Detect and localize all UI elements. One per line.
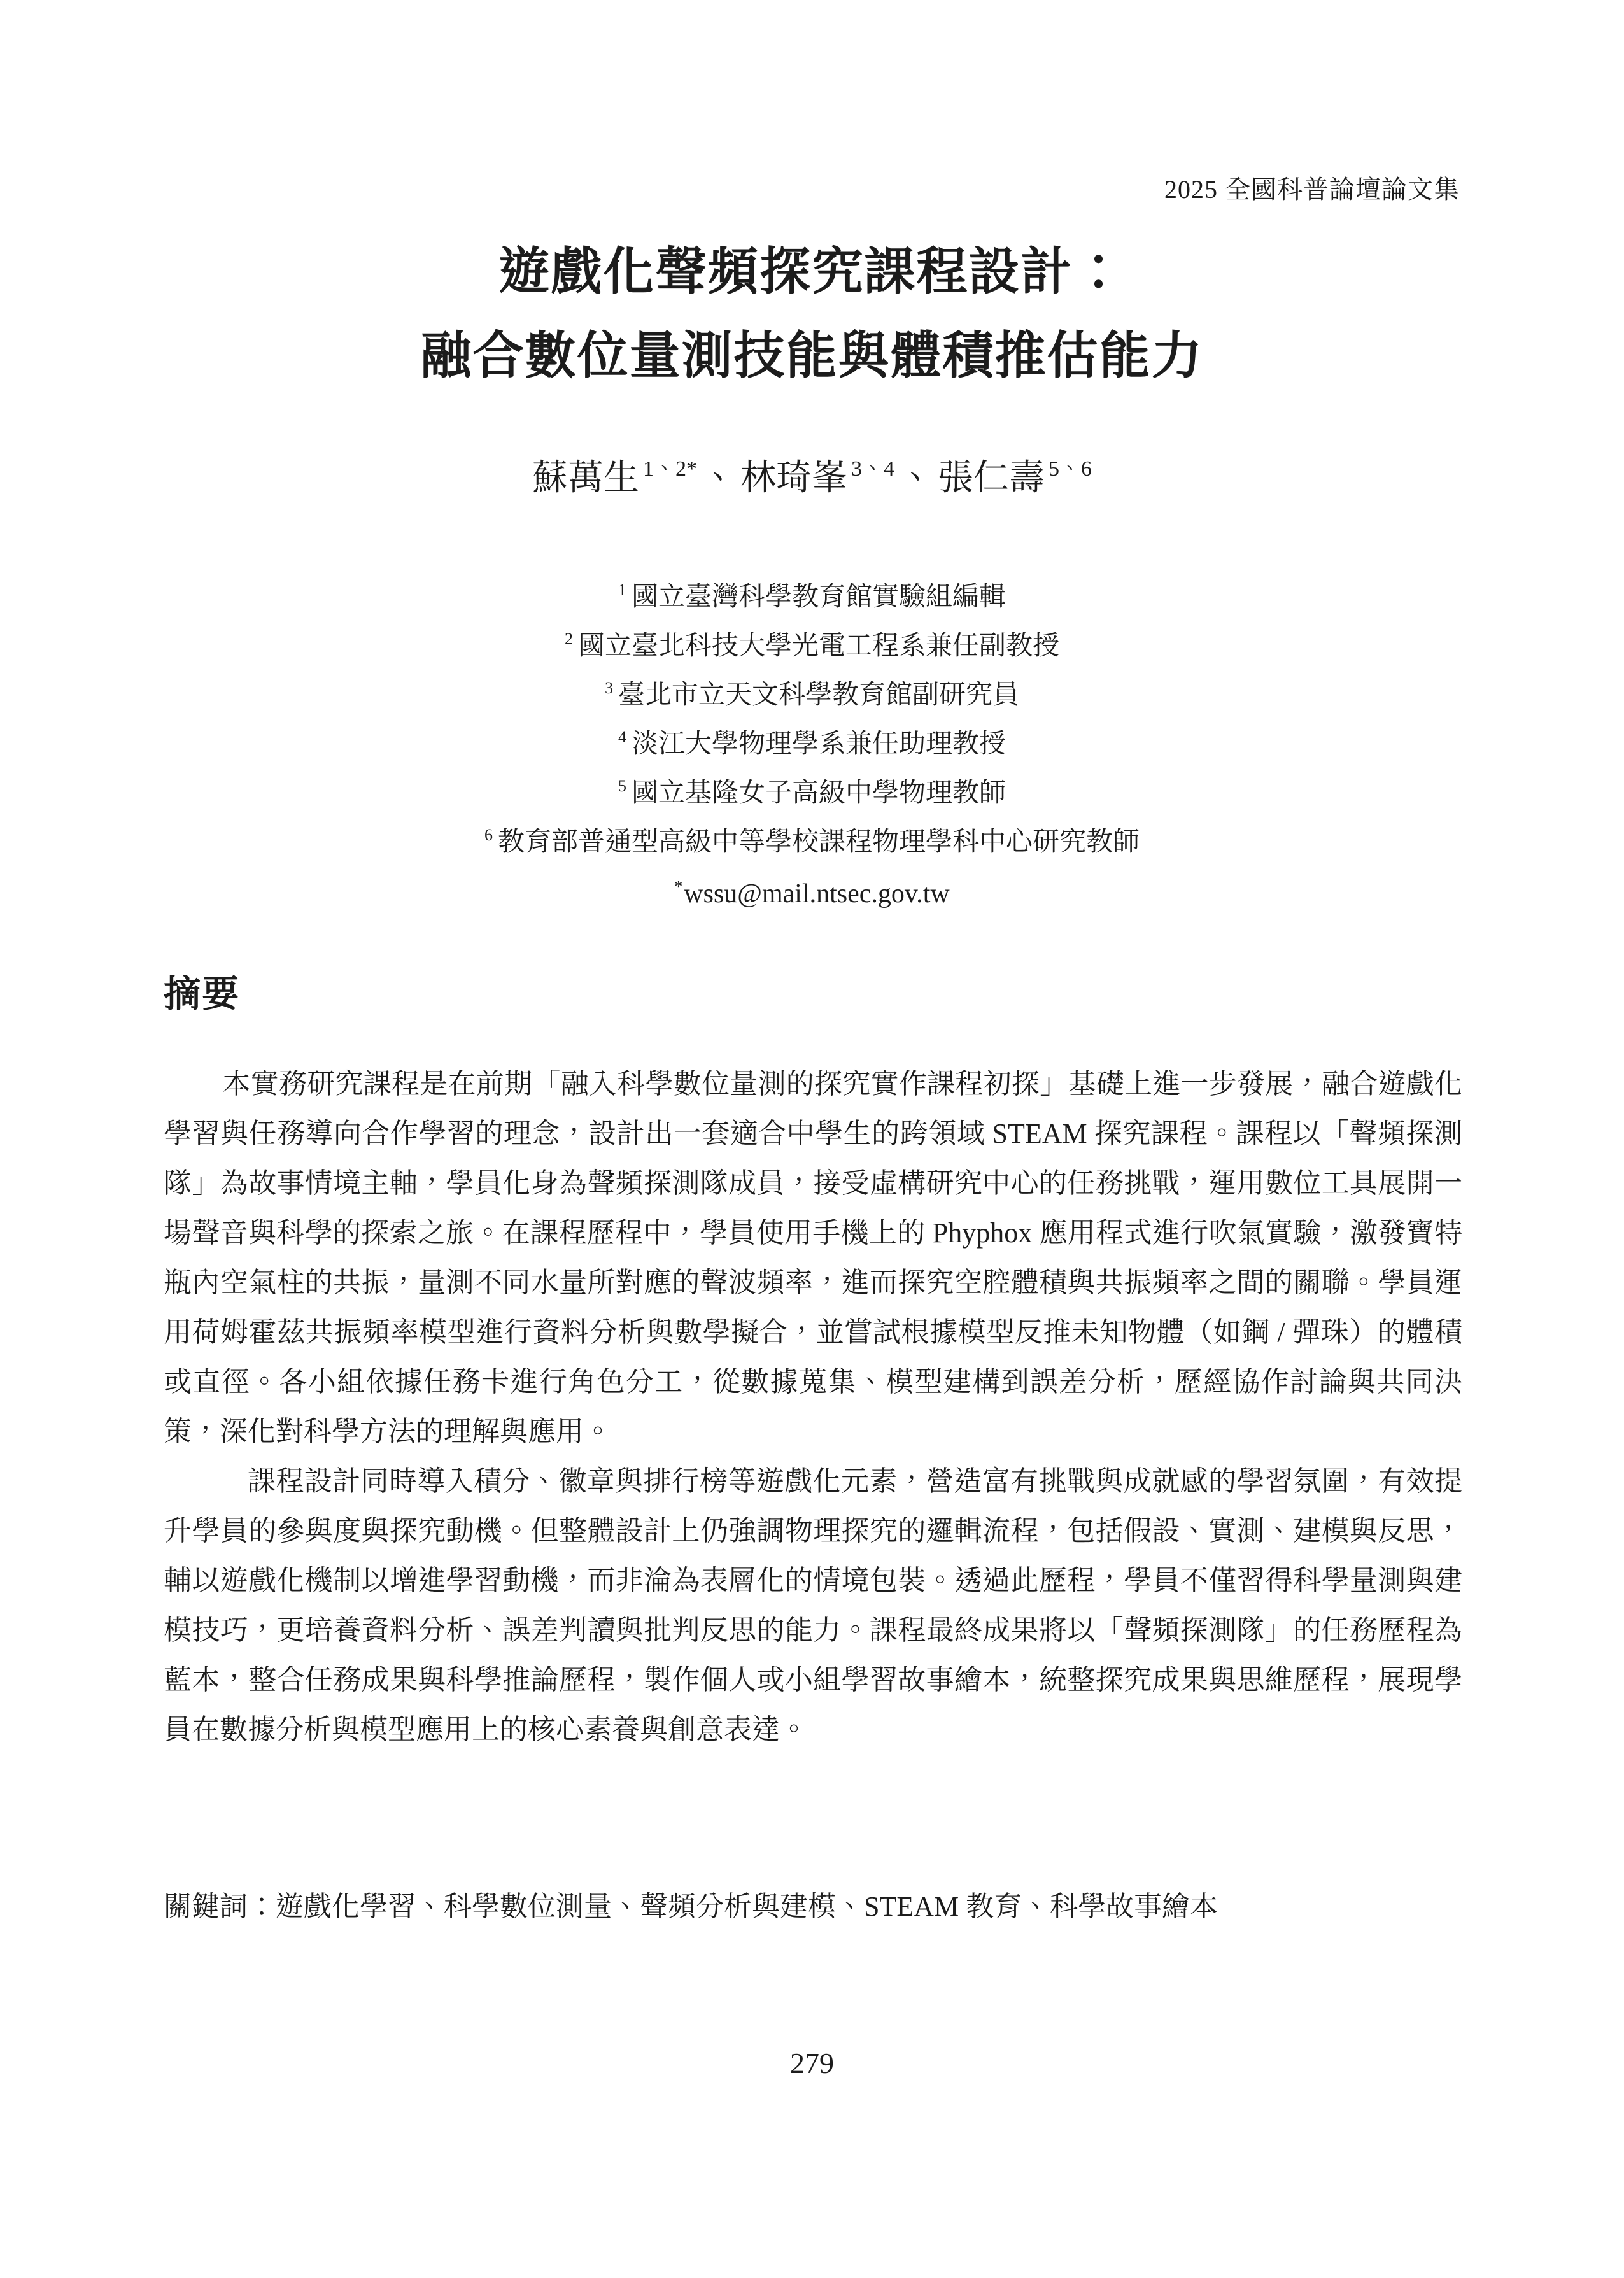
proceedings-header: 2025 全國科普論壇論文集 [1164, 175, 1460, 204]
affiliation-sup: 2 [564, 630, 573, 648]
abstract-heading: 摘要 [164, 973, 241, 1015]
affiliation-line [0, 770, 1624, 819]
corresponding-email [0, 871, 1624, 920]
email-address: wssu@mail.ntsec.gov.tw [684, 879, 950, 909]
affiliation-sup: 4 [618, 728, 626, 746]
authors-line [0, 449, 1624, 500]
affiliation-sup: 5 [618, 777, 626, 795]
page-number: 279 [790, 2047, 834, 2079]
affiliation-line [0, 623, 1624, 672]
affiliation-text: 國立臺灣科學教育館實驗組編輯 [631, 583, 1006, 612]
abstract-paragraph-2: 課程設計同時導入積分、徽章與排行榜等遊戲化元素，營造富有挑戰與成就感的學習氛圍，有效提升學員的參與度與探究動機。但整體設計上仍強調物理探究的邏輯流程，包括假設、實測、建模與反思，輔以遊戲化機制以增進學習動機，而非淪為表層化的情境包裝。透過此歷程，學員不僅習得科學量測與建模技巧，更培養資料分析、誤差判讀與批判反思的能力。課程最終成果將以「聲頻探測隊」的任務歷程為藍本，整合任務成果與科學推論歷程，製作個人或小組學習故事繪本，統整探究成果與思維歷程，展現學員在數據分析與模型應用上的核心素養與創意表達。 [164, 1466, 1462, 1745]
affiliation-sup: 3 [604, 679, 613, 697]
affiliation-sup: 1 [618, 581, 626, 599]
keywords-line [164, 1883, 1475, 1924]
author-separator: 、 [701, 458, 737, 498]
author-affiliation-sup: 5、6 [1049, 457, 1092, 481]
paper-title [0, 230, 1624, 399]
author-affiliation-sup: 1、2* [643, 457, 697, 481]
keywords-label: 關鍵詞： [164, 1891, 276, 1922]
paper-title-line2: 融合數位量測技能與體積推估能力 [420, 329, 1204, 385]
affiliation-text: 臺北市立天文科學教育館副研究員 [618, 681, 1019, 710]
affiliation-text: 教育部普通型高級中等學校課程物理學科中心研究教師 [497, 828, 1140, 857]
affiliation-line [0, 574, 1624, 623]
affiliation-text: 國立基隆女子高級中學物理教師 [631, 779, 1006, 808]
affiliation-line [0, 721, 1624, 770]
abstract-paragraph-1: 本實務研究課程是在前期「融入科學數位量測的探究實作課程初探」基礎上進一步發展，融合遊戲化學習與任務導向合作學習的理念，設計出一套適合中學生的跨領域 STEAM 探究課程。課程以「聲頻探測隊」為故事情境主軸，學員化身為聲頻探測隊成員，接受虛構研究中心的任務挑戰，運用數位工具展開一場聲音與科學的探索之旅。在課程歷程中，學員使用手機上的 Phyphox 應用程式進行吹氣實驗，激發寶特瓶內空氣柱的共振，量測不同水量所對應的聲波頻率，進而探究空腔體積與共振頻率之間的關聯。學員運用荷姆霍茲共振頻率模型進行資料分析與數學擬合，並嘗試根據模型反推未知物體（如鋼 / 彈珠）的體積或直徑。各小組依據任務卡進行角色分工，從數據蒐集、模型建構到誤差分析，歷經協作討論與共同決策，深化對科學方法的理解與應用。 [164, 1068, 1462, 1447]
author-name: 蘇萬生 [532, 458, 639, 498]
abstract-body [164, 1059, 1462, 1755]
keywords-text: 遊戲化學習、科學數位測量、聲頻分析與建模、STEAM 教育、科學故事繪本 [276, 1891, 1218, 1922]
affiliation-sup: 6 [484, 826, 493, 844]
email-asterisk-sup: * [674, 877, 683, 896]
affiliation-line [0, 819, 1624, 868]
paper-title-line1: 遊戲化聲頻探究課程設計： [498, 244, 1126, 301]
affiliations-block [0, 574, 1624, 920]
affiliation-text: 淡江大學物理學系兼任助理教授 [631, 730, 1006, 759]
author-affiliation-sup: 3、4 [851, 457, 894, 481]
affiliation-line [0, 672, 1624, 721]
author-name: 張仁壽 [938, 458, 1045, 498]
author-separator: 、 [898, 458, 934, 498]
affiliation-text: 國立臺北科技大學光電工程系兼任副教授 [577, 632, 1059, 661]
author-name: 林琦峯 [740, 458, 847, 498]
